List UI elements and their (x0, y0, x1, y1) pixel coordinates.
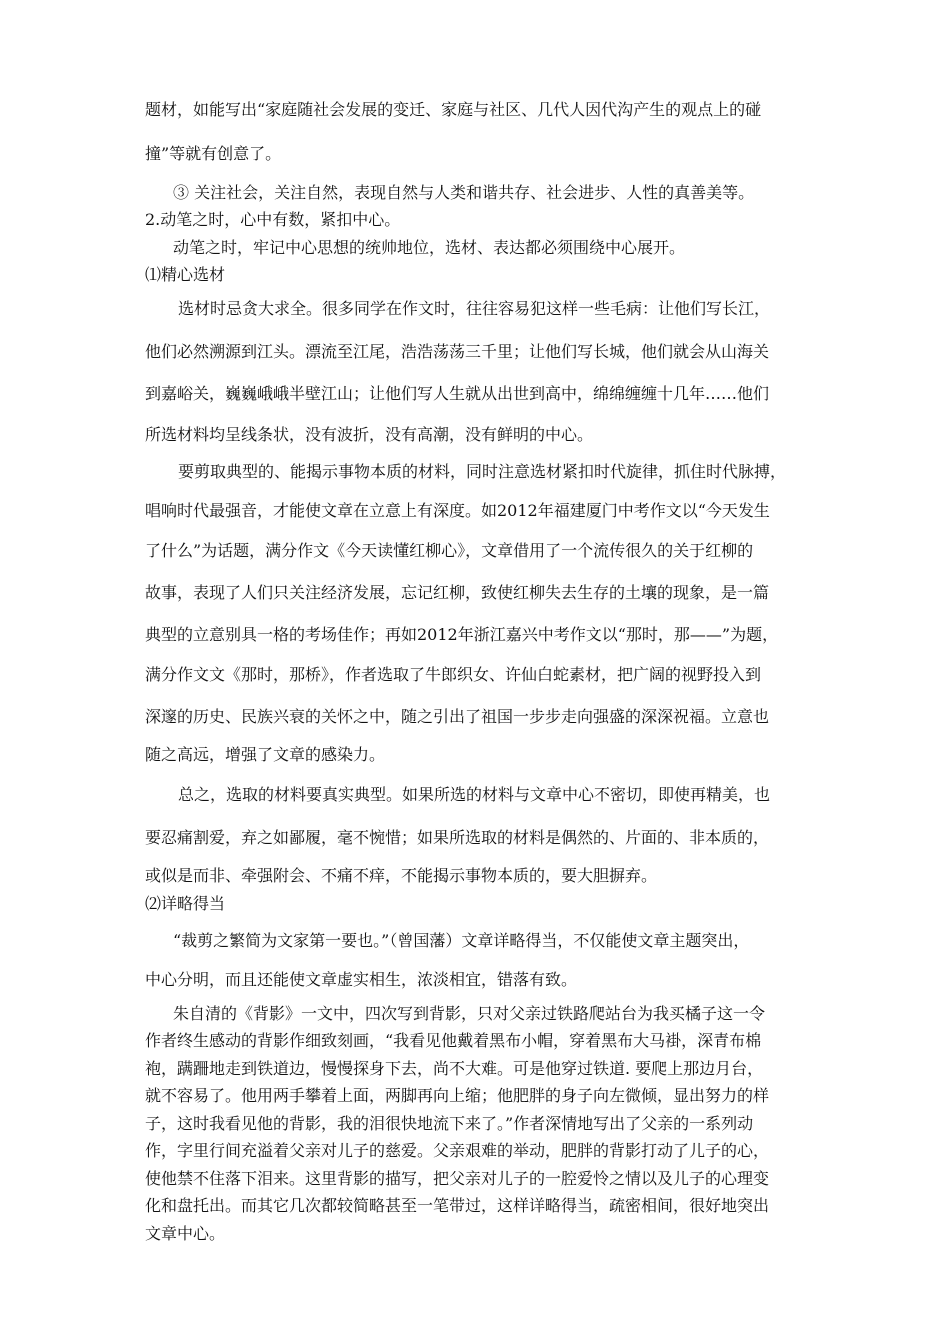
paragraph-line: 题材，如能写出“家庭随社会发展的变迁、家庭与社区、几代人因代沟产生的观点上的碰 (145, 100, 762, 119)
paragraph-line: 文章中心。 (145, 1224, 226, 1243)
paragraph-line: 所选材料均呈线条状，没有波折，没有高潮，没有鲜明的中心。 (145, 425, 594, 444)
paragraph-line: 要剪取典型的、能揭示事物本质的材料，同时注意选材紧扣时代旋律，抓住时代脉搏， (178, 462, 787, 481)
paragraph-line: 就不容易了。他用两手攀着上面，两脚再向上缩；他肥胖的身子向左微倾，显出努力的样 (145, 1086, 770, 1105)
paragraph-line: 故事，表现了人们只关注经济发展，忘记红柳，致使红柳失去生存的土壤的现象，是一篇 (145, 583, 770, 602)
paragraph-line: 中心分明，而且还能使文章虚实相生，浓淡相宜，错落有致。 (145, 970, 578, 989)
paragraph-line: 满分作文文《那时，那桥》，作者选取了牛郎织女、许仙白蛇素材，把广阔的视野投入到 (145, 665, 762, 684)
paragraph-line: 作，字里行间充溢着父亲对儿子的慈爱。父亲艰难的举动，肥胖的背影打动了儿子的心， (145, 1141, 770, 1160)
paragraph-line: 典型的立意别具一格的考场佳作；再如2012年浙江嘉兴中考作文以“那时，那——”为题， (145, 625, 779, 644)
paragraph-line: 作者终生感动的背影作细致刻画，“我看见他戴着黑布小帽，穿着黑布大马褂，深青布棉 (145, 1031, 762, 1050)
paragraph-line: 使他禁不住落下泪来。这里背影的描写，把父亲对儿子的一腔爱怜之情以及儿子的心理变 (145, 1169, 770, 1188)
paragraph-line: 唱响时代最强音，才能使文章在立意上有深度。如2012年福建厦门中考作文以“今天发生 (145, 501, 770, 520)
paragraph-line: 要忍痛割爱，弃之如鄙履，毫不惋惜；如果所选取的材料是偶然的、片面的、非本质的， (145, 828, 770, 847)
paragraph-line: 或似是而非、牵强附会、不痛不痒，不能揭示事物本质的，要大胆摒弃。 (145, 866, 658, 885)
subsection-heading: ⑴精心选材 (145, 265, 226, 284)
paragraph-line: 子，这时我看见他的背影，我的泪很快地流下来了。”作者深情地写出了父亲的一系列动 (145, 1114, 754, 1133)
paragraph-line: 到嘉峪关，巍巍峨峨半壁江山；让他们写人生就从出世到高中，绵绵缠缠十几年……他们 (145, 384, 770, 403)
paragraph-line: 动笔之时，牢记中心思想的统帅地位，选材、表达都必须围绕中心展开。 (173, 238, 686, 257)
paragraph-line: 化和盘托出。而其它几次都较简略甚至一笔带过，这样详略得当，疏密相间，很好地突出 (145, 1196, 770, 1215)
section-heading: 2.动笔之时，心中有数，紧扣中心。 (145, 210, 401, 229)
paragraph-line: 选材时忌贪大求全。很多同学在作文时，往往容易犯这样一些毛病：让他们写长江， (178, 299, 771, 318)
paragraph-line: 他们必然溯源到江头。漂流至江尾，浩浩荡荡三千里；让他们写长城，他们就会从山海关 (145, 342, 770, 361)
paragraph-line: 袍，蹒跚地走到铁道边，慢慢探身下去，尚不大难。可是他穿过铁道. 要爬上那边月台， (145, 1059, 764, 1078)
paragraph-line: 深邃的历史、民族兴衰的关怀之中，随之引出了祖国一步步走向强盛的深深祝福。立意也 (145, 707, 770, 726)
paragraph-line: 了什么”为话题，满分作文《今天读懂红柳心》，文章借用了一个流传很久的关于红柳的 (145, 541, 754, 560)
paragraph-line: ③ 关注社会，关注自然，表现自然与人类和谐共存、社会进步、人性的真善美等。 (173, 183, 755, 202)
paragraph-line: 总之，选取的材料要真实典型。如果所选的材料与文章中心不密切，即使再精美，也 (178, 785, 771, 804)
paragraph-line: “裁剪之繁简为文家第一要也。”（曾国藩）文章详略得当，不仅能使文章主题突出， (173, 931, 750, 950)
paragraph-line: 朱自清的《背影》一文中，四次写到背影，只对父亲过铁路爬站台为我买橘子这一令 (173, 1004, 766, 1023)
subsection-heading: ⑵详略得当 (145, 894, 226, 913)
paragraph-line: 随之高远，增强了文章的感染力。 (145, 745, 386, 764)
paragraph-line: 撞”等就有创意了。 (145, 144, 282, 163)
